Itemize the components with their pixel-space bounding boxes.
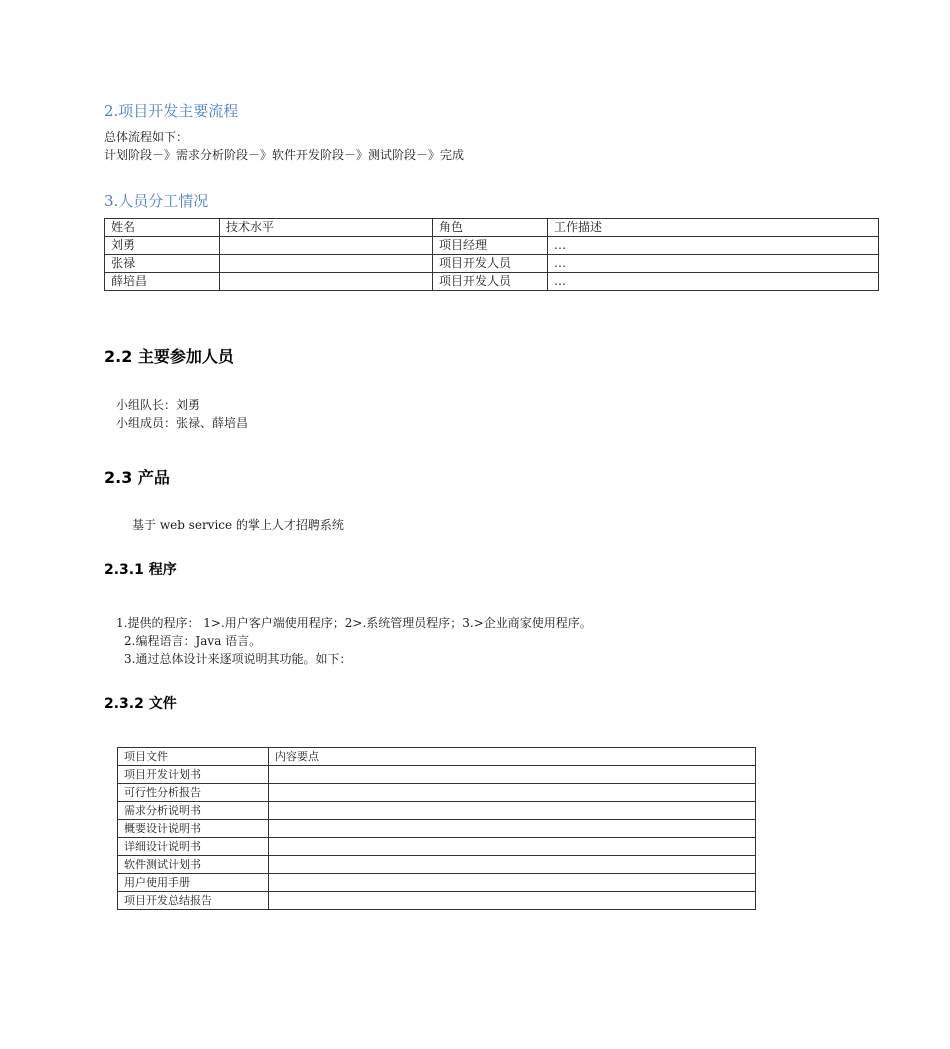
staff-cell-skill	[220, 255, 433, 273]
table-row	[118, 892, 756, 910]
staff-cell-skill	[220, 237, 433, 255]
table-row	[118, 874, 756, 892]
process-flow: 计划阶段－》需求分析阶段－》软件开发阶段－》测试阶段－》完成	[104, 148, 465, 162]
product-heading: 2.3 产品	[104, 468, 170, 487]
staff-cell-desc: …	[548, 255, 879, 273]
staff-header-desc: 工作描述	[548, 219, 879, 237]
staff-cell-role: 项目经理	[433, 237, 548, 255]
files-cell-file: 需求分析说明书	[118, 802, 269, 820]
files-header-content: 内容要点	[269, 748, 756, 766]
staff-cell-skill	[220, 273, 433, 291]
files-cell-file: 概要设计说明书	[118, 820, 269, 838]
files-cell-file: 可行性分析报告	[118, 784, 269, 802]
program-heading: 2.3.1 程序	[104, 562, 177, 578]
table-row	[118, 802, 756, 820]
files-cell-file: 软件测试计划书	[118, 856, 269, 874]
process-intro: 总体流程如下：	[104, 130, 189, 144]
files-cell-file: 项目开发总结报告	[118, 892, 269, 910]
table-row	[118, 820, 756, 838]
staff-cell-role: 项目开发人员	[433, 273, 548, 291]
files-cell-content	[269, 856, 756, 874]
staff-table-header-row	[105, 219, 879, 237]
files-cell-content	[269, 892, 756, 910]
table-row	[118, 784, 756, 802]
files-cell-file: 详细设计说明书	[118, 838, 269, 856]
files-heading: 2.3.2 文件	[104, 696, 177, 712]
files-cell-content	[269, 838, 756, 856]
staff-table	[104, 218, 879, 291]
files-cell-file: 项目开发计划书	[118, 766, 269, 784]
files-cell-content	[269, 874, 756, 892]
members-heading: 2.2 主要参加人员	[104, 347, 234, 366]
staff-cell-name: 薛培昌	[105, 273, 220, 291]
files-header-file: 项目文件	[118, 748, 269, 766]
product-description: 基于 web service 的掌上人才招聘系统	[132, 518, 344, 532]
program-list-line-2: 2.编程语言：Java 语言。	[124, 634, 262, 648]
table-row	[118, 766, 756, 784]
staff-heading: 3.人员分工情况	[104, 192, 209, 210]
files-cell-content	[269, 766, 756, 784]
staff-cell-name: 张禄	[105, 255, 220, 273]
staff-cell-desc: …	[548, 237, 879, 255]
table-row	[118, 838, 756, 856]
program-list-line-1: 1.提供的程序： 1>.用户客户端使用程序；2>.系统管理员程序；3.>企业商家使用程序。	[116, 616, 592, 630]
files-table-header-row	[118, 748, 756, 766]
table-row	[105, 273, 879, 291]
team-leader: 小组队长：刘勇	[116, 398, 201, 412]
team-members: 小组成员：张禄、薛培昌	[116, 416, 249, 430]
files-cell-content	[269, 802, 756, 820]
table-row	[118, 856, 756, 874]
staff-header-name: 姓名	[105, 219, 220, 237]
table-row	[105, 255, 879, 273]
table-row	[105, 237, 879, 255]
staff-header-skill: 技术水平	[220, 219, 433, 237]
staff-cell-desc: …	[548, 273, 879, 291]
files-cell-content	[269, 784, 756, 802]
program-list-line-3: 3.通过总体设计来逐项说明其功能。如下：	[124, 652, 352, 666]
files-table	[117, 747, 756, 910]
staff-header-role: 角色	[433, 219, 548, 237]
process-heading: 2.项目开发主要流程	[104, 102, 239, 120]
files-cell-content	[269, 820, 756, 838]
staff-cell-role: 项目开发人员	[433, 255, 548, 273]
staff-cell-name: 刘勇	[105, 237, 220, 255]
files-cell-file: 用户使用手册	[118, 874, 269, 892]
